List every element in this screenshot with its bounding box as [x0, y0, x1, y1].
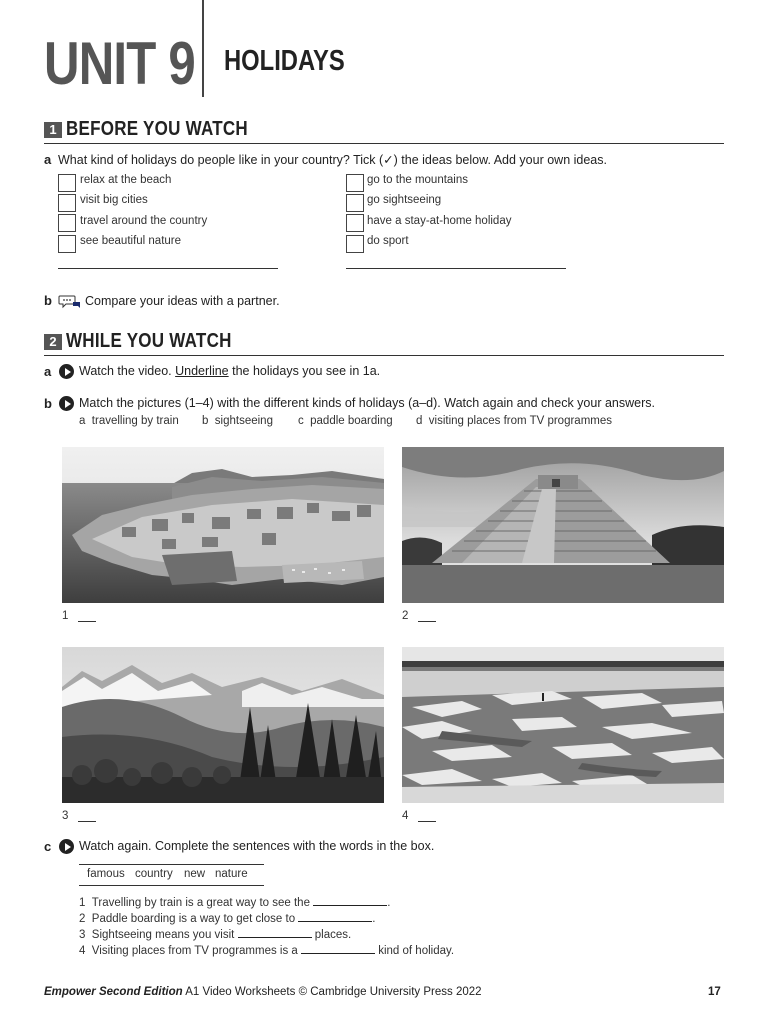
write-in-line[interactable] — [346, 268, 566, 269]
speech-bubbles-icon — [58, 294, 82, 310]
answer-blank[interactable] — [298, 921, 372, 922]
page-number: 17 — [708, 986, 721, 998]
holiday-option: b sightseeing — [202, 415, 273, 427]
option-label: go to the mountains — [367, 174, 469, 186]
photo-number: 4 — [402, 810, 409, 822]
task-letter: a — [44, 364, 52, 379]
section-title: WHILE YOU WATCH — [66, 330, 232, 352]
answer-line[interactable] — [78, 821, 96, 822]
checkbox[interactable] — [58, 235, 76, 253]
task-instruction: Compare your ideas with a partner. — [85, 294, 280, 308]
play-video-icon[interactable] — [59, 364, 74, 379]
task-letter: b — [44, 396, 52, 411]
task-instruction: Match the pictures (1–4) with the different kinds of holidays (a–d). Watch again and check your answers. — [79, 396, 655, 410]
photo-number: 3 — [62, 810, 69, 822]
option-label: do sport — [367, 235, 409, 247]
word-box-word: famous — [87, 868, 125, 880]
option-label: go sightseeing — [367, 194, 442, 206]
photo-coastal-city — [62, 447, 384, 603]
section-title: BEFORE YOU WATCH — [66, 118, 248, 140]
task-instruction: Watch the video. Underline the holidays you see in 1a. — [79, 364, 381, 378]
checkbox[interactable] — [346, 194, 364, 212]
word-box-word: country — [135, 868, 173, 880]
play-video-icon[interactable] — [59, 839, 74, 854]
task-letter: a — [44, 152, 52, 167]
gap-fill-sentence: 4 Visiting places from TV programmes is a kind of holiday. — [79, 945, 455, 957]
holiday-option: c paddle boarding — [298, 415, 393, 427]
write-in-line[interactable] — [58, 268, 278, 269]
section-1-heading — [44, 117, 724, 144]
photo-number: 1 — [62, 610, 69, 622]
holiday-option: a travelling by train — [79, 415, 179, 427]
gap-fill-sentence: 2 Paddle boarding is a way to get close to . — [79, 913, 376, 925]
unit-number: UNIT 9 — [44, 30, 195, 97]
answer-line[interactable] — [78, 621, 96, 622]
checkbox[interactable] — [58, 194, 76, 212]
section-number: 1 — [44, 122, 62, 138]
task-instruction: What kind of holidays do people like in your country? Tick (✓) the ideas below. Add your own ideas. — [58, 153, 607, 167]
checkbox[interactable] — [58, 174, 76, 192]
option-label: travel around the country — [80, 215, 208, 227]
task-letter: b — [44, 293, 52, 308]
word-box-word: nature — [215, 868, 248, 880]
option-label: have a stay-at-home holiday — [367, 215, 512, 227]
task-letter: c — [44, 839, 52, 854]
answer-blank[interactable] — [301, 953, 375, 954]
option-label: see beautiful nature — [80, 235, 182, 247]
word-box-word: new — [184, 868, 206, 880]
photo-number: 2 — [402, 610, 409, 622]
word-box-top-border — [79, 864, 264, 865]
checkbox[interactable] — [346, 214, 364, 232]
checkbox[interactable] — [58, 214, 76, 232]
answer-line[interactable] — [418, 621, 436, 622]
word-box-bottom-border — [79, 885, 264, 886]
unit-topic: HOLIDAYS — [224, 45, 345, 77]
checkbox[interactable] — [346, 235, 364, 253]
answer-line[interactable] — [418, 821, 436, 822]
gap-fill-sentence: 1 Travelling by train is a great way to see the . — [79, 897, 391, 909]
answer-blank[interactable] — [238, 937, 312, 938]
checkbox[interactable] — [346, 174, 364, 192]
answer-blank[interactable] — [313, 905, 387, 906]
photo-pyramid — [402, 447, 724, 603]
section-number: 2 — [44, 334, 62, 350]
option-label: visit big cities — [80, 194, 148, 206]
holiday-option: d visiting places from TV programmes — [416, 415, 613, 427]
footer-credit: Empower Second Edition A1 Video Worksheets © Cambridge University Press 2022 — [44, 986, 482, 998]
photo-mountain-forest — [62, 647, 384, 803]
header-divider — [202, 0, 204, 97]
play-video-icon[interactable] — [59, 396, 74, 411]
task-instruction: Watch again. Complete the sentences with the words in the box. — [79, 839, 435, 853]
gap-fill-sentence: 3 Sightseeing means you visit places. — [79, 929, 352, 941]
option-label: relax at the beach — [80, 174, 172, 186]
photo-ice-floes — [402, 647, 724, 803]
section-2-heading — [44, 329, 724, 356]
